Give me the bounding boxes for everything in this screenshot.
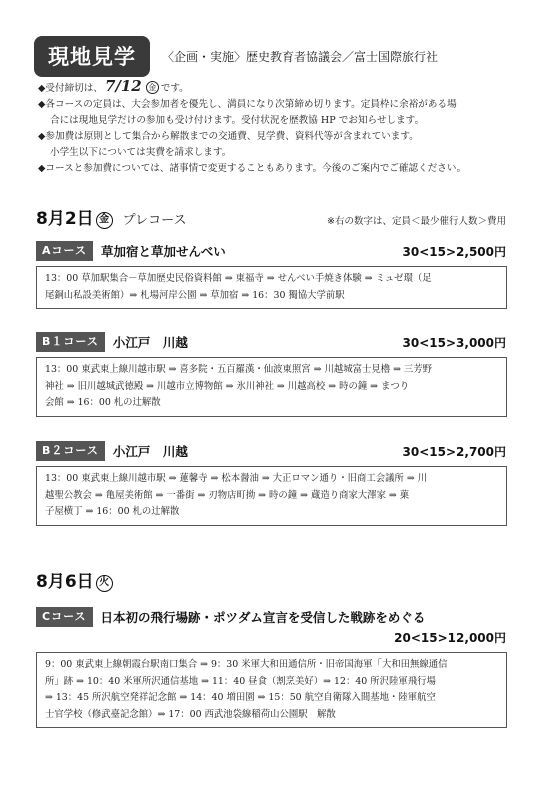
organizer-text: 〈企画・実施〉歴史教育者協議会／富士国際旅行社 [162,50,439,64]
note-line: 小学生以下については実費を請求します。 [50,147,232,158]
course-header-b1 [36,331,506,353]
day-heading-2 [36,567,506,592]
note-line: ◆コースと参加費については、諸事情で変更することもあります。今後のご案内でご確認ください。 [38,163,467,174]
course-name: 草加宿と草加せんべい [100,244,226,259]
itinerary-line: 越聖公教会 ⇒ 亀屋美術館 ⇒ 一番街 ⇒ 刃物店町拗 ⇒ 時の鐘 ⇒ 蔵造り商家大澤家 ⇒ 菓 [45,489,410,501]
course-name: 小江戸 川越 [112,335,188,350]
itinerary-line: 尾銅山私設美術館）⇒ 札場河岸公園 ⇒ 草加宿 ⇒ 16：30 獨協大学前駅 [45,289,345,301]
course-name: 小江戸 川越 [112,444,188,459]
course-header-c [36,606,506,628]
course-tag: B１コース [36,332,105,352]
course-header-b2 [36,440,506,462]
deadline-suffix: です。 [160,83,189,94]
course-price-row-c [36,626,506,648]
deadline-prefix: ◆受付締切は、 [38,83,103,94]
course-itinerary-a [36,266,507,309]
deadline-date: 7/12 [104,77,142,95]
course-itinerary-c [36,652,507,728]
note-line: 合には現地見学だけの参加も受け付けます。受付状況を歴教協 HP でお知らせします。 [50,115,425,126]
course-price: 20<15>12,000円 [394,630,506,645]
day-date [36,204,113,229]
itinerary-line: 子屋横丁 ⇒ 16：00 札の辻解散 [45,506,180,517]
course-itinerary-b1 [36,357,507,417]
deadline-note [38,78,528,97]
note-line: ◆参加費は原則として集合から解散までの交通費、見学費、資料代等が含まれています。 [38,131,419,142]
page-header [34,36,438,77]
course-itinerary-b2 [36,466,507,526]
course-price: 30<15>2,700円 [402,444,506,459]
note-line: ◆各コースの定員は、大会参加者を優先し、満員になり次第締め切ります。定員枠に余裕がある場 [38,99,457,110]
itinerary-line: 13：00 東武東上線川越市駅 ⇒ 蓮馨寺 ⇒ 松本醤油 ⇒ 大正ロマン通り・旧商工会議所 ⇒ 川 [45,473,428,484]
course-header-a [36,240,506,262]
deadline-weekday: 金 [146,81,159,94]
day-heading-1 [36,204,506,229]
itinerary-line: 神社 ⇒ 旧川越城武徳殿 ⇒ 川越市立博物館 ⇒ 氷川神社 ⇒ 川越高校 ⇒ 時の鐘 ⇒ まつり [45,380,410,392]
day-date-text: 8月2日 [36,209,94,229]
day-label: プレコース [122,213,187,228]
day-date [36,567,113,592]
itinerary-line: 士官学校（修武臺記念館）⇒ 17：00 西武池袋線稲荷山公園駅 解散 [45,708,336,720]
course-name: 日本初の飛行場跡・ポツダム宣言を受信した戦跡をめぐる [100,610,426,625]
day-weekday: 金 [96,212,113,229]
course-tag: Cコース [36,607,93,627]
itinerary-line: 13：00 東武東上線川越市駅 ⇒ 喜多院・五百羅漢・仙波東照宮 ⇒ 川越城富士見櫓 ⇒ 三芳野 [45,364,433,375]
itinerary-line: 所」跡 ⇒ 10：40 米軍所沢通信基地 ⇒ 11：40 昼食（割烹美好）⇒ 12：40 所沢陸軍飛行場 [45,675,436,687]
fee-legend-note: ※右の数字は、定員＜最少催行人数＞費用 [327,216,506,227]
notes-section [38,78,528,177]
itinerary-line: ⇒ 13：45 所沢航空発祥記念館 ⇒ 14：40 増田園 ⇒ 15：50 航空自衛隊入間基地・陸軍航空 [45,692,436,703]
course-tag: Aコース [36,241,93,261]
course-price: 30<15>3,000円 [402,335,506,350]
day-date-text: 8月6日 [36,572,94,592]
course-price: 30<15>2,500円 [402,244,506,259]
course-tag: B２コース [36,441,105,461]
itinerary-line: 13：00 草加駅集合－草加歴史民俗資料館 ⇒ 東福寺 ⇒ せんべい手焼き体験 ⇒ ミュゼ環（足 [45,273,432,284]
page-title: 現地見学 [34,36,150,77]
itinerary-line: 会館 ⇒ 16：00 札の辻解散 [45,397,161,408]
day-weekday: 火 [96,575,113,592]
itinerary-line: 9：00 東武東上線朝霞台駅南口集合 ⇒ 9：30 米軍大和田通信所・旧帝国海軍「大和田無線通信 [45,659,448,670]
